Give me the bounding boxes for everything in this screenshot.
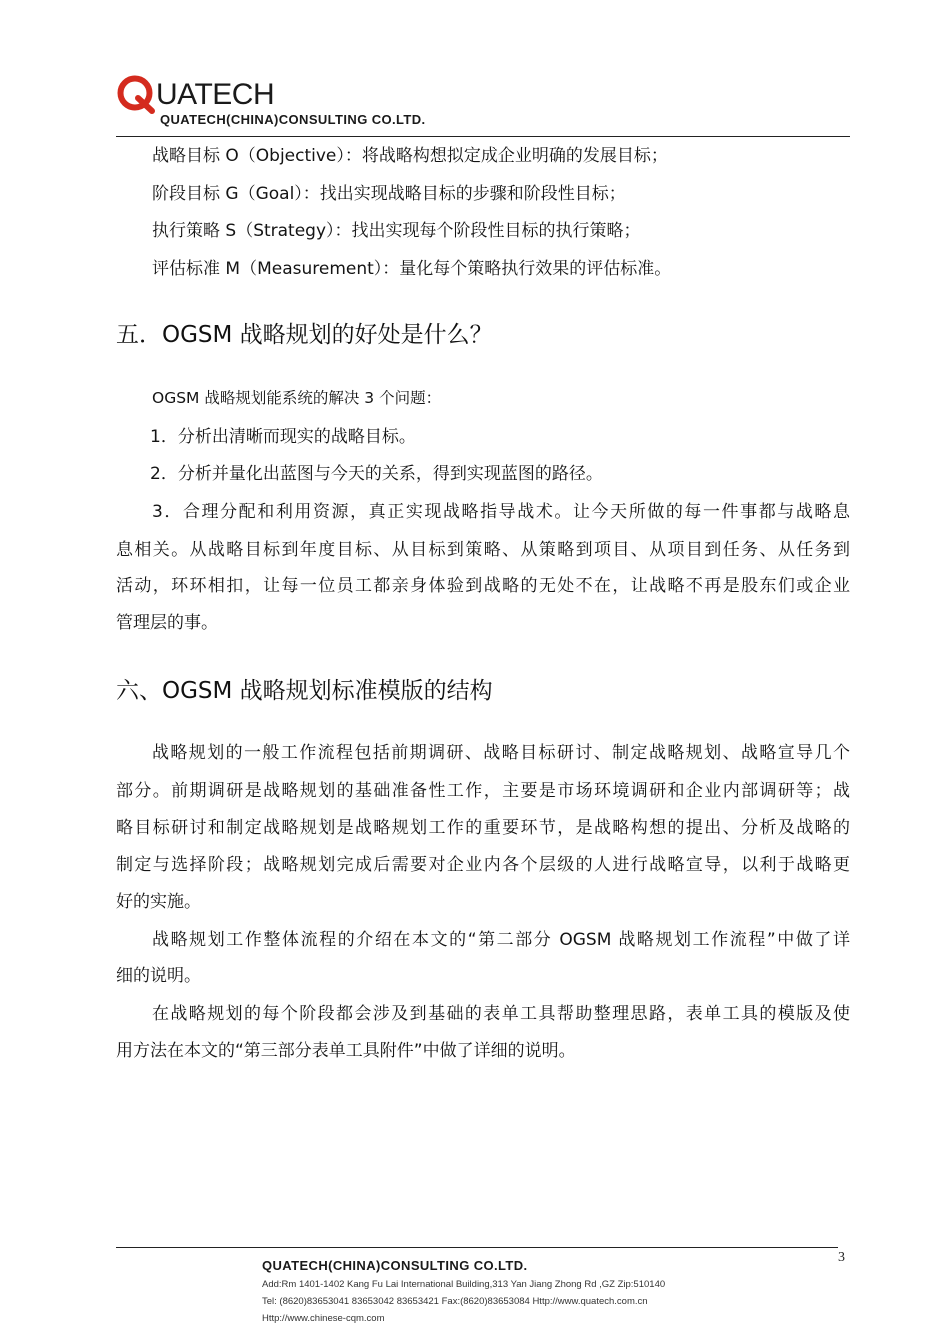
- section5-item-3-line: 活动，环环相扣，让每一位员工都亲身体验到战略的无处不在，让战略不再是股东们或企业: [116, 576, 850, 596]
- section6-para1-line: 好的实施。: [116, 892, 201, 912]
- section5-item-1: 1．分析出清晰而现实的战略目标。: [150, 427, 416, 447]
- section6-para2-line: 细的说明。: [116, 966, 201, 986]
- section5-item-3-line: 3．合理分配和利用资源，真正实现战略指导战术。让今天所做的每一件事都与战略息: [152, 502, 850, 522]
- header-divider: [116, 136, 850, 137]
- definition-desc: ：找出实现战略目标的步骤和阶段性目标；: [302, 184, 626, 204]
- definition-desc: ：量化每个策略执行效果的评估标准。: [382, 259, 672, 279]
- logo-q-icon: [116, 74, 156, 114]
- definition-term: 战略目标 O（Objective）: [152, 146, 345, 166]
- definition-term: 评估标准 M（Measurement）: [152, 259, 383, 279]
- footer-divider: [116, 1247, 838, 1248]
- definition-strategy: [152, 221, 641, 241]
- footer-address: Add:Rm 1401-1402 Kang Fu Lai International Building,313 Yan Jiang Zhong Rd ,GZ Zip:510140: [262, 1279, 666, 1290]
- section5-heading: 五．OGSM 战略规划的好处是什么？: [116, 322, 493, 348]
- footer-company-name: QUATECH(CHINA)CONSULTING CO.LTD.: [262, 1258, 528, 1273]
- section6-para3-line: 在战略规划的每个阶段都会涉及到基础的表单工具帮助整理思路，表单工具的模版及使: [152, 1004, 850, 1024]
- definition-desc: ：将战略构想拟定成企业明确的发展目标；: [344, 146, 668, 166]
- section5-item-2: 2．分析并量化出蓝图与今天的关系，得到实现蓝图的路径。: [150, 464, 603, 484]
- footer-contact: Tel: (8620)83653041 83653042 83653421 Fax:(8620)83653084 Http://www.quatech.com.cn: [262, 1296, 648, 1307]
- section6-para1-line: 制定与选择阶段；战略规划完成后需要对企业内各个层级的人进行战略宣导，以利于战略更: [116, 855, 850, 875]
- definition-measurement: [152, 259, 671, 279]
- section5-intro: OGSM 战略规划能系统的解决 3 个问题：: [152, 389, 442, 407]
- section5-item-3-line: 息相关。从战略目标到年度目标、从目标到策略、从策略到项目、从项目到任务、从任务到: [116, 540, 850, 560]
- definition-objective: [152, 146, 668, 166]
- section6-para1-line: 战略规划的一般工作流程包括前期调研、战略目标研讨、制定战略规划、战略宣导几个: [152, 743, 850, 763]
- section6-para1-line: 略目标研讨和制定战略规划是战略规划工作的重要环节，是战略构想的提出、分析及战略的: [116, 818, 850, 838]
- section6-para2-line: 战略规划工作整体流程的介绍在本文的“第二部分 OGSM 战略规划工作流程”中做了详: [152, 930, 850, 950]
- section5-item-3-line: 管理层的事。: [116, 613, 218, 633]
- footer-website: Http://www.chinese-cqm.com: [262, 1313, 385, 1324]
- page-number: 3: [838, 1250, 845, 1265]
- definition-term: 阶段目标 G（Goal）: [152, 184, 303, 204]
- section6-para1-line: 部分。前期调研是战略规划的基础准备性工作，主要是市场环境调研和企业内部调研等；战: [116, 781, 850, 801]
- section6-heading: 六、OGSM 战略规划标准模版的结构: [116, 678, 493, 704]
- section6-para3-line: 用方法在本文的“第三部分表单工具附件”中做了详细的说明。: [116, 1041, 576, 1061]
- definition-desc: ：找出实现每个阶段性目标的执行策略；: [334, 221, 641, 241]
- header-company-name: QUATECH(CHINA)CONSULTING CO.LTD.: [160, 112, 426, 127]
- logo-wordmark: UATECH: [156, 78, 275, 111]
- definition-goal: [152, 184, 626, 204]
- definition-term: 执行策略 S（Strategy）: [152, 221, 335, 241]
